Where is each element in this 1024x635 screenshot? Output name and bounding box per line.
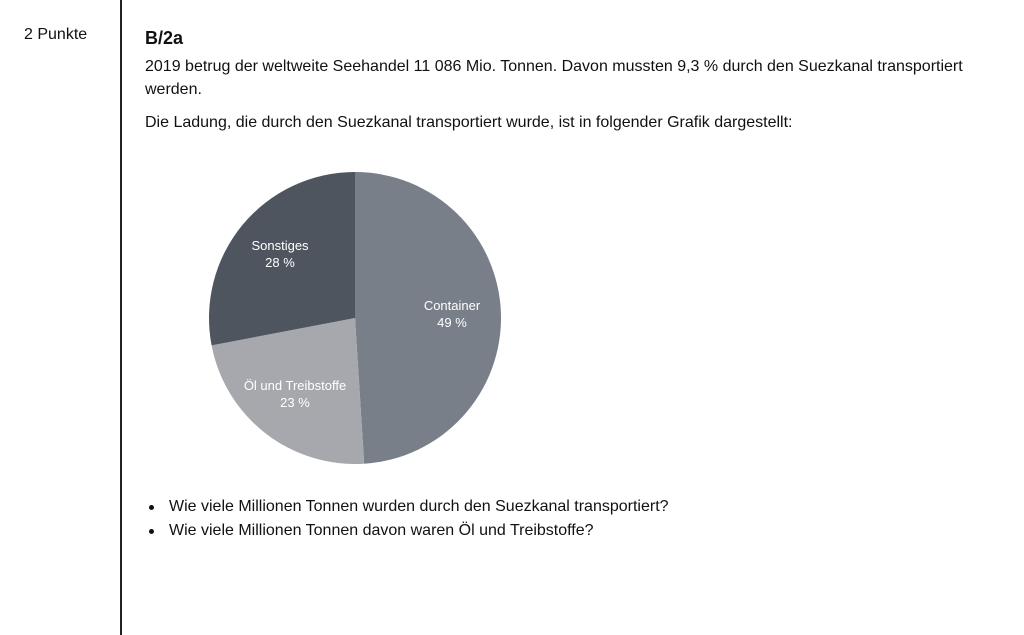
question-list	[147, 495, 669, 543]
task-content	[145, 28, 1005, 144]
points-label: 2 Punkte	[24, 26, 88, 43]
slice-value-label: 49 %	[437, 315, 467, 330]
task-id: B/2a	[145, 28, 184, 48]
margin-divider	[120, 0, 122, 635]
slice-label: Sonstiges	[251, 238, 309, 253]
slice-label: Öl und Treibstoffe	[243, 378, 347, 393]
task-intro: 2019 betrug der weltweite Seehandel 11 086 Mio. Tonnen. Davon mussten 9,3 % durch den Suezkanal transportiert werden.	[145, 58, 963, 98]
pie-chart	[205, 168, 505, 473]
slice-value-label: 28 %	[265, 255, 295, 270]
slice-label: Container	[423, 298, 481, 313]
pie-slice-0	[355, 172, 501, 464]
slice-value-label: 23 %	[280, 395, 310, 410]
chart-caption: Die Ladung, die durch den Suezkanal transportiert wurde, ist in folgender Grafik dargestellt:	[145, 114, 793, 131]
question-item: Wie viele Millionen Tonnen wurden durch den Suezkanal transportiert?	[147, 495, 669, 519]
pie-chart-svg	[205, 168, 505, 468]
question-item: Wie viele Millionen Tonnen davon waren Öl und Treibstoffe?	[147, 519, 669, 543]
